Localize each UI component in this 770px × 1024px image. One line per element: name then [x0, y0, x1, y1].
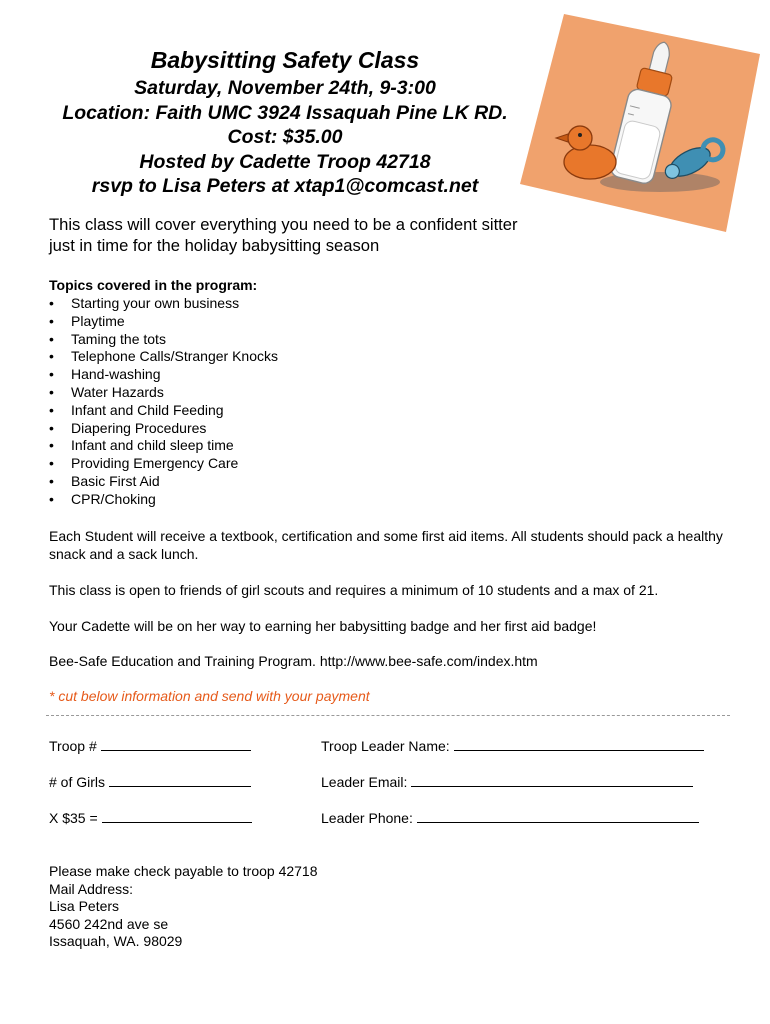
- mail-address-label: Mail Address:: [49, 880, 134, 897]
- list-item: • Telephone Calls/Stranger Knocks: [49, 348, 279, 365]
- bullet-icon: •: [49, 312, 54, 329]
- badge-paragraph: Your Cadette will be on her way to earning her babysitting badge and her first aid badge!: [49, 618, 597, 634]
- leader-phone-line[interactable]: [417, 810, 699, 823]
- list-item: • CPR/Choking: [49, 490, 156, 507]
- cut-note: * cut below information and send with your payment: [49, 688, 370, 704]
- list-item: • Basic First Aid: [49, 472, 160, 489]
- bullet-icon: •: [49, 348, 54, 365]
- event-location: Location: Faith UMC 3924 Issaquah Pine LK RD.: [62, 101, 508, 124]
- girls-count-line[interactable]: [109, 774, 251, 787]
- mail-street: 4560 242nd ave se: [49, 915, 169, 932]
- baby-items-illustration: [520, 14, 760, 232]
- bullet-icon: •: [49, 472, 54, 489]
- amount-field[interactable]: [49, 810, 252, 826]
- event-rsvp: rsvp to Lisa Peters at xtap1@comcast.net: [91, 175, 479, 197]
- amount-label: X $35 =: [49, 810, 98, 826]
- leader-email-field[interactable]: [321, 774, 693, 790]
- topics-list: [49, 295, 278, 509]
- bullet-icon: •: [49, 401, 54, 418]
- students-paragraph: Each Student will receive a textbook, certification and some first aid items. All students should pack a healthy snack and a sack lunch.: [49, 528, 723, 562]
- event-cost: Cost: $35.00: [227, 126, 343, 148]
- troop-number-label: Troop #: [49, 738, 97, 754]
- list-item: • Starting your own business: [49, 295, 240, 311]
- mailing-block: [49, 863, 318, 951]
- troop-number-line[interactable]: [101, 738, 251, 751]
- bullet-icon: •: [49, 383, 54, 400]
- list-item: • Water Hazards: [49, 383, 164, 400]
- leader-name-label: Troop Leader Name:: [321, 738, 450, 754]
- list-item: • Playtime: [49, 312, 125, 329]
- girls-count-label: # of Girls: [49, 774, 106, 790]
- list-item: • Infant and child sleep time: [49, 437, 234, 454]
- bullet-icon: •: [49, 437, 54, 454]
- open-paragraph: This class is open to friends of girl scouts and requires a minimum of 10 students and a max of 21.: [49, 582, 659, 598]
- bullet-icon: •: [49, 419, 54, 436]
- list-item: • Infant and Child Feeding: [49, 401, 224, 418]
- leader-phone-label: Leader Phone:: [321, 810, 413, 826]
- mail-city: Issaquah, WA. 98029: [49, 933, 183, 949]
- event-host: Hosted by Cadette Troop 42718: [139, 150, 431, 173]
- list-item: • Hand-washing: [49, 366, 161, 383]
- list-item: • Taming the tots: [49, 330, 166, 347]
- cut-line-divider: [46, 715, 730, 716]
- intro-text: This class will cover everything you need to be a confident sitter just in time for the holiday babysitting season: [49, 215, 518, 255]
- bullet-icon: •: [49, 295, 54, 311]
- leader-phone-field[interactable]: [321, 810, 699, 826]
- girls-count-field[interactable]: [49, 774, 251, 790]
- leader-email-label: Leader Email:: [321, 774, 408, 790]
- bullet-icon: •: [49, 330, 54, 347]
- topics-heading: Topics covered in the program:: [49, 277, 258, 293]
- mail-name: Lisa Peters: [49, 898, 120, 914]
- event-title: Babysitting Safety Class: [150, 47, 420, 73]
- list-item: • Diapering Procedures: [49, 419, 207, 436]
- payable-text: Please make check payable to troop 42718: [49, 863, 318, 879]
- bullet-icon: •: [49, 490, 54, 507]
- troop-number-field[interactable]: [49, 738, 251, 754]
- leader-name-line[interactable]: [454, 738, 704, 751]
- bullet-icon: •: [49, 366, 54, 383]
- bullet-icon: •: [49, 455, 54, 472]
- event-header: [40, 46, 530, 199]
- leader-email-line[interactable]: [411, 774, 693, 787]
- program-paragraph: Bee-Safe Education and Training Program. http://www.bee-safe.com/index.htm: [49, 653, 538, 669]
- list-item: • Providing Emergency Care: [49, 455, 239, 472]
- event-date: Saturday, November 24th, 9-3:00: [134, 77, 436, 99]
- amount-line[interactable]: [102, 810, 252, 823]
- leader-name-field[interactable]: [321, 738, 704, 754]
